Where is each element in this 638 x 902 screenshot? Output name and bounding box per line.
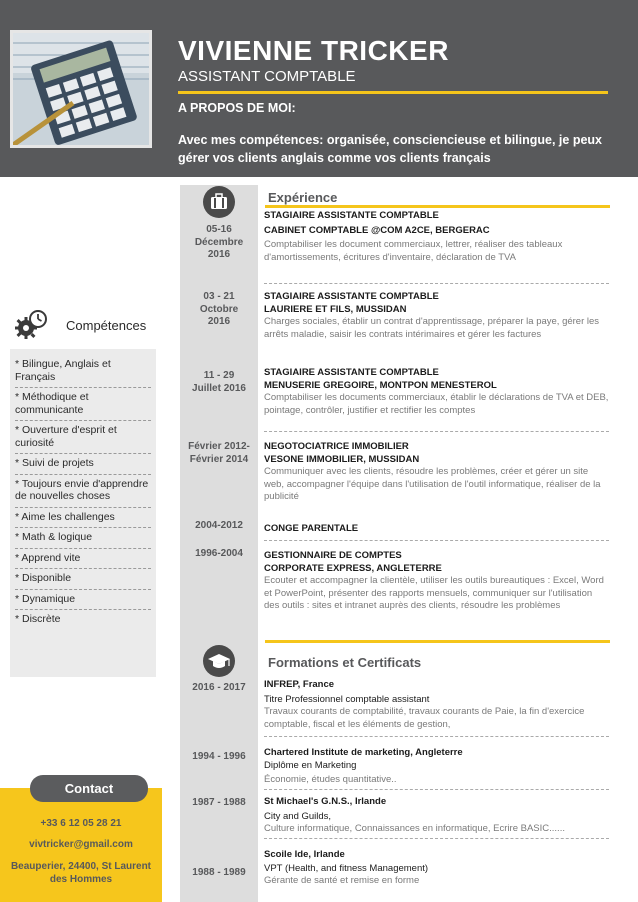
skill-item: * Méthodique et communicante — [15, 388, 151, 421]
skill-item: * Toujours envie d'apprendre de nouvelles choses — [15, 475, 151, 508]
experience-title: Expérience — [268, 190, 338, 205]
experience-role: STAGIAIRE ASSISTANTE COMPTABLE — [264, 367, 439, 378]
gear-clock-icon — [14, 309, 48, 341]
experience-entry — [264, 291, 609, 341]
skill-item: * Disponible — [15, 569, 151, 590]
experience-entry — [264, 523, 609, 536]
education-description: Économie, études quantitative.. — [264, 774, 397, 785]
experience-role: STAGIAIRE ASSISTANTE COMPTABLE — [264, 291, 439, 302]
experience-role: STAGIAIRE ASSISTANTE COMPTABLE — [264, 210, 439, 221]
experience-date: Février 2012- Février 2014 — [188, 441, 250, 465]
entry-separator — [264, 540, 609, 541]
education-description: Gérante de santé et remise en forme — [264, 875, 420, 886]
experience-role: NEGOTOCIATRICE IMMOBILIER — [264, 441, 409, 452]
experience-date: 03 - 21 Octobre 2016 — [199, 291, 239, 327]
experience-description: Ecouter et accompagner la clientèle, utiliser les outils bureautiques : Excel, Word et PowerPoint, présenter des rapports mensuels, communiquer sur l'utilisation des outils : sites et intranet auprès des clients, résoudre les problèmes — [264, 575, 604, 611]
job-title: ASSISTANT COMPTABLE — [178, 68, 356, 85]
skills-list — [10, 349, 156, 677]
experience-description: Comptabiliser les document commerciaux, lettrer, réaliser des tableaux d'amortissements, écritures d'inventaire, déclaration de TVA — [264, 239, 563, 263]
education-date: 1994 - 1996 — [192, 751, 246, 762]
entry-separator — [264, 736, 609, 737]
skill-item: * Ouverture d'esprit et curiosité — [15, 421, 151, 454]
contact-phone: +33 6 12 05 28 21 — [40, 818, 122, 829]
skills-header — [10, 305, 165, 345]
contact-email: vivtricker@gmail.com — [29, 839, 133, 850]
profile-photo-calculator — [10, 30, 152, 148]
experience-date: 1996-2004 — [195, 548, 243, 559]
skills-title: Compétences — [66, 318, 147, 333]
education-entry — [264, 849, 609, 888]
skill-item: * Math & logique — [15, 528, 151, 549]
entry-separator — [264, 789, 609, 790]
experience-description: Comptabiliser les documents commerciaux, établir le déclarations de TVA et DEB, pointage, contrôler, justifier et rectifier les comptes — [264, 392, 609, 416]
education-school: St Michael's G.N.S., Irlande — [264, 796, 387, 807]
skill-item: * Dynamique — [15, 590, 151, 611]
skill-item: * Discrète — [15, 613, 61, 625]
contact-address: Beauperier, 24400, St Laurent des Hommes — [10, 861, 152, 885]
about-label: A PROPOS DE MOI: — [178, 101, 296, 115]
education-description: Culture informatique, Connaissances en informatique, Ecrire BASIC...... — [264, 823, 565, 834]
education-degree: Titre Professionnel comptable assistant — [264, 693, 430, 705]
education-school: Chartered Institute de marketing, Angleterre — [264, 747, 463, 758]
briefcase-icon — [203, 186, 235, 218]
experience-company: VESONE IMMOBILIER, MUSSIDAN — [264, 453, 420, 465]
experience-company: CORPORATE EXPRESS, ANGLETERRE — [264, 562, 442, 574]
skill-item: * Suivi de projets — [15, 454, 151, 475]
education-school: INFREP, France — [264, 679, 335, 690]
experience-company: CABINET COMPTABLE @COM A2CE, BERGERAC — [264, 224, 490, 236]
experience-company: MENUSERIE GREGOIRE, MONTPON MENESTEROL — [264, 379, 497, 391]
education-description: Travaux courants de comptabilité, travaux courants de Paie, la fin d'exercice comptable, fiscal et les éléments de gestion, — [264, 706, 585, 730]
experience-entry — [264, 210, 609, 264]
about-text: Avec mes compétences: organisée, consciencieuse et bilingue, je peux gérer vos clients anglais comme vos clients français — [178, 133, 603, 165]
education-date: 2016 - 2017 — [192, 682, 246, 693]
experience-description: Communiquer avec les clients, résoudre les problèmes, créer et gérer un site web, accompagner l'équipe dans l'utilisation de l'outil informatique, réaliser de la publicité — [264, 466, 601, 502]
education-entry — [264, 747, 609, 787]
graduation-cap-icon — [203, 645, 235, 677]
education-degree: VPT (Health, and fitness Management) — [264, 862, 429, 874]
education-divider-top — [265, 640, 610, 643]
candidate-name: VIVIENNE TRICKER — [178, 35, 449, 66]
experience-divider — [265, 205, 610, 208]
education-title: Formations et Certificats — [268, 655, 422, 670]
education-date: 1988 - 1989 — [192, 867, 246, 878]
education-degree: Diplôme en Marketing — [264, 759, 357, 771]
entry-separator — [264, 283, 609, 284]
experience-description: Charges sociales, établir un contrat d'apprentissage, préparer la paye, gérer les arrêts maladie, saisir les contrats intérimaires et gérer les factures — [264, 316, 600, 340]
education-entry — [264, 679, 609, 731]
education-date: 1987 - 1988 — [192, 797, 246, 808]
education-degree: City and Guilds, — [264, 810, 332, 822]
skill-item: * Bilingue, Anglais et Français — [15, 355, 151, 388]
entry-separator — [264, 838, 609, 839]
experience-role: GESTIONNAIRE DE COMPTES — [264, 550, 402, 561]
experience-company: LAURIERE ET FILS, MUSSIDAN — [264, 303, 407, 315]
experience-entry — [264, 441, 609, 504]
header-divider — [178, 91, 608, 94]
education-school: Scoile Ide, Irlande — [264, 849, 345, 860]
experience-date: 05-16 Décembre 2016 — [194, 224, 244, 260]
experience-entry — [264, 367, 609, 417]
experience-date: 2004-2012 — [195, 520, 243, 531]
contact-title: Contact — [30, 775, 148, 802]
education-entry — [264, 796, 609, 836]
experience-entry — [264, 550, 609, 613]
experience-date: 11 - 29 Juillet 2016 — [192, 370, 246, 394]
experience-role: CONGE PARENTALE — [264, 523, 359, 534]
skill-item: * Apprend vite — [15, 549, 151, 570]
header-banner — [0, 0, 638, 177]
skill-item: * Aime les challenges — [15, 508, 151, 529]
entry-separator — [264, 431, 609, 432]
